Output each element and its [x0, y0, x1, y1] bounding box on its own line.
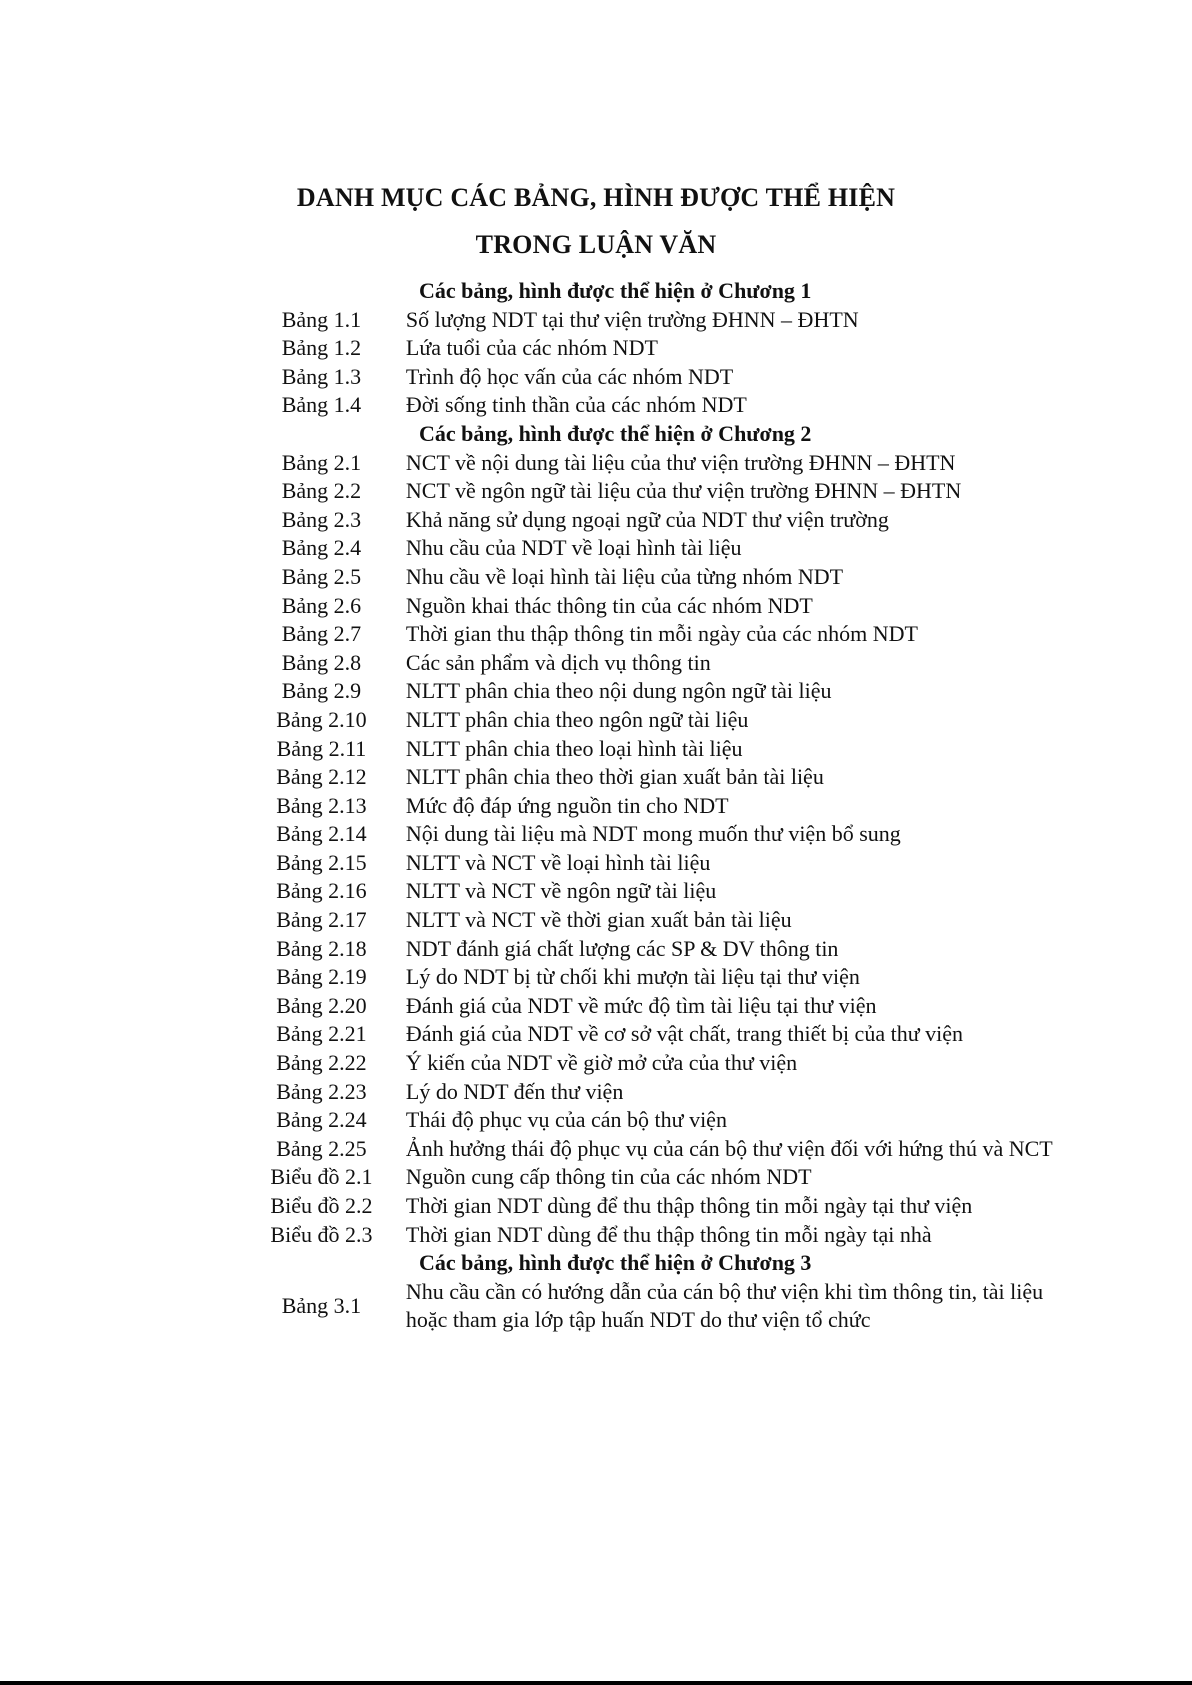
item-text: Số lượng NDT tại thư viện trường ĐHNN – ĐHTN: [405, 306, 859, 332]
item-text: Khả năng sử dụng ngoại ngữ của NDT thư viện trường: [405, 506, 889, 532]
item-code: Bảng 2.13: [276, 792, 367, 818]
item-text: Nội dung tài liệu mà NDT mong muốn thư viện bổ sung: [405, 821, 901, 847]
list-item: [245, 363, 1085, 392]
list-item: [245, 935, 1085, 964]
list-item: [245, 563, 1085, 592]
item-text: Thời gian NDT dùng để thu thập thông tin mỗi ngày tại thư viện: [405, 1193, 973, 1218]
list-item: [245, 1221, 1085, 1250]
list-item: [245, 306, 1085, 335]
item-code: Bảng 1.3: [281, 363, 362, 389]
item-text: NLTT và NCT về loại hình tài liệu: [405, 849, 711, 875]
item-text: NLTT phân chia theo ngôn ngữ tài liệu: [405, 706, 749, 732]
item-code: Bảng 2.7: [281, 621, 362, 647]
item-text: NLTT phân chia theo loại hình tài liệu: [405, 735, 743, 761]
item-text: Lứa tuổi của các nhóm NDT: [405, 335, 658, 361]
list-item: [245, 506, 1085, 535]
section-heading-chapter-2: Các bảng, hình được thể hiện ở Chương 2: [419, 420, 812, 446]
list-item: [245, 963, 1085, 992]
item-code: Bảng 2.10: [276, 706, 367, 732]
item-text: Đời sống tinh thần của các nhóm NDT: [405, 392, 747, 418]
item-text: Đánh giá của NDT về mức độ tìm tài liệu tại thư viện: [405, 992, 877, 1018]
item-code: Bảng 2.5: [281, 563, 362, 589]
list-item: [245, 735, 1085, 764]
item-text: Thời gian NDT dùng để thu thập thông tin mỗi ngày tại nhà: [405, 1221, 932, 1247]
item-code: Biểu đồ 2.2: [270, 1193, 373, 1218]
item-text: NCT về nội dung tài liệu của thư viện trường ĐHNN – ĐHTN: [405, 449, 956, 475]
item-text: Lý do NDT bị từ chối khi mượn tài liệu tại thư viện: [405, 964, 860, 990]
list-item: [245, 1135, 1085, 1164]
list-item: [245, 1163, 1085, 1192]
section-heading-row: [245, 420, 1085, 449]
item-code: Bảng 3.1: [281, 1293, 362, 1319]
item-text: NLTT phân chia theo nội dung ngôn ngữ tài liệu: [405, 678, 832, 704]
item-code: Bảng 2.23: [276, 1078, 367, 1104]
item-code: Bảng 2.16: [276, 878, 367, 904]
item-code: Bảng 2.1: [281, 449, 362, 475]
item-code: Bảng 2.20: [276, 992, 367, 1018]
item-text: Nguồn khai thác thông tin của các nhóm NDT: [405, 592, 813, 618]
list-item: [245, 449, 1085, 478]
document-title-line-1: DANH MỤC CÁC BẢNG, HÌNH ĐƯỢC THỂ HIỆN: [296, 183, 896, 212]
list-item: [245, 992, 1085, 1021]
list-item: [245, 1078, 1085, 1107]
item-text: Nguồn cung cấp thông tin của các nhóm NDT: [405, 1164, 812, 1190]
list-item: [245, 620, 1085, 649]
item-code: Bảng 2.21: [276, 1021, 367, 1047]
page-bottom-rule: [0, 1681, 1192, 1685]
item-code: Bảng 2.14: [276, 821, 367, 847]
item-text: Thời gian thu thập thông tin mỗi ngày của các nhóm NDT: [405, 621, 918, 647]
item-code: Bảng 1.2: [281, 335, 362, 361]
item-code: Bảng 2.3: [281, 506, 362, 532]
item-code: Biểu đồ 2.3: [270, 1221, 373, 1247]
section-heading-row: [245, 277, 1085, 306]
list-item: [245, 391, 1085, 420]
item-text: NLTT và NCT về ngôn ngữ tài liệu: [405, 878, 717, 904]
list-item: [245, 820, 1085, 849]
item-code: Bảng 2.25: [276, 1135, 367, 1161]
item-text: Đánh giá của NDT về cơ sở vật chất, trang thiết bị của thư viện: [405, 1021, 964, 1047]
item-text: Ảnh hưởng thái độ phục vụ của cán bộ thư viện đối với hứng thú và NCT: [405, 1135, 1053, 1161]
list-item: [245, 1049, 1085, 1078]
item-code: Bảng 2.18: [276, 935, 367, 961]
list-item: [245, 792, 1085, 821]
item-text: NLTT phân chia theo thời gian xuất bản tài liệu: [405, 764, 824, 790]
item-text: Lý do NDT đến thư viện: [405, 1078, 624, 1104]
list-item: [245, 677, 1085, 706]
list-item: [245, 334, 1085, 363]
item-code: Bảng 1.1: [281, 306, 362, 332]
list-item: [245, 877, 1085, 906]
item-code: Bảng 2.11: [276, 735, 367, 761]
list-item: [245, 849, 1085, 878]
item-text: Các sản phẩm và dịch vụ thông tin: [405, 649, 711, 675]
section-heading-row: [245, 1249, 1085, 1278]
list-item: [245, 906, 1085, 935]
item-code: Bảng 2.8: [281, 649, 362, 675]
item-code: Bảng 2.24: [276, 1107, 367, 1133]
list-item: [245, 477, 1085, 506]
item-text: Nhu cầu cần có hướng dẫn của cán bộ thư viện khi tìm thông tin, tài liệu hoặc tham gia lớp tập huấn NDT do thư viện tổ chức: [405, 1278, 1044, 1333]
section-heading-chapter-1: Các bảng, hình được thể hiện ở Chương 1: [419, 278, 812, 303]
section-heading-chapter-3: Các bảng, hình được thể hiện ở Chương 3: [419, 1250, 812, 1276]
list-of-tables-and-figures: [245, 277, 1085, 1335]
item-text: Thái độ phục vụ của cán bộ thư viện: [405, 1107, 727, 1133]
list-item: [245, 1278, 1085, 1335]
item-text: Mức độ đáp ứng nguồn tin cho NDT: [405, 792, 729, 818]
item-code: Bảng 2.4: [281, 535, 362, 561]
item-code: Bảng 2.12: [276, 764, 367, 790]
item-code: Bảng 2.19: [276, 964, 367, 990]
item-text: Nhu cầu về loại hình tài liệu của từng nhóm NDT: [405, 563, 844, 589]
item-code: Bảng 2.22: [276, 1050, 367, 1076]
item-text: NLTT và NCT về thời gian xuất bản tài liệu: [405, 907, 792, 933]
item-code: Bảng 2.15: [276, 849, 367, 875]
item-code: Bảng 2.6: [281, 592, 362, 618]
item-text: Trình độ học vấn của các nhóm NDT: [405, 363, 734, 389]
list-item: [245, 1020, 1085, 1049]
list-item: [245, 706, 1085, 735]
item-text: NDT đánh giá chất lượng các SP & DV thông tin: [405, 935, 839, 961]
item-code: Bảng 1.4: [281, 392, 362, 418]
item-code: Bảng 2.2: [281, 478, 362, 504]
item-code: Bảng 2.17: [276, 907, 367, 933]
list-item: [245, 592, 1085, 621]
item-text: Ý kiến của NDT về giờ mở cửa của thư viện: [405, 1050, 798, 1076]
list-item: [245, 1192, 1085, 1221]
document-title-line-2: TRONG LUẬN VĂN: [475, 230, 717, 259]
list-item: [245, 763, 1085, 792]
item-text: NCT về ngôn ngữ tài liệu của thư viện trường ĐHNN – ĐHTN: [405, 478, 962, 504]
item-code: Biểu đồ 2.1: [270, 1164, 373, 1190]
list-item: [245, 1106, 1085, 1135]
list-item: [245, 649, 1085, 678]
item-text: Nhu cầu của NDT về loại hình tài liệu: [405, 535, 742, 561]
item-code: Bảng 2.9: [281, 678, 362, 704]
list-item: [245, 534, 1085, 563]
